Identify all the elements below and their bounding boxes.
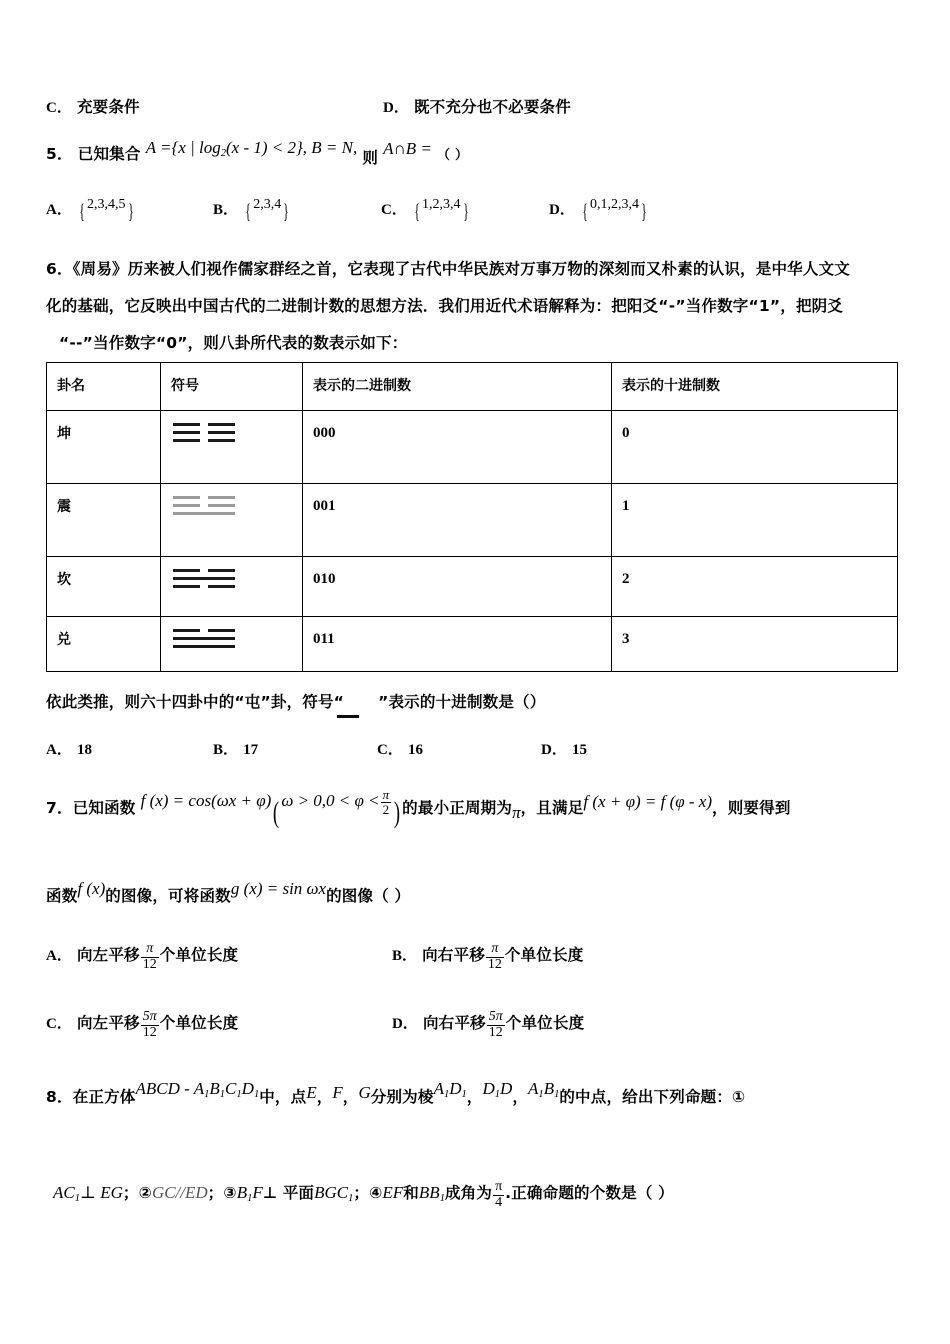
table-cell-name: [47, 617, 161, 672]
q6-option-c: [377, 738, 423, 759]
q5-option-d: [549, 198, 649, 224]
brace-close-icon: }: [641, 198, 647, 223]
q7-option-b-after: 个单位长度: [504, 945, 584, 964]
table-cell-name: [47, 411, 161, 484]
table-row: [47, 617, 898, 672]
q7-stem-c: ，且满足: [520, 798, 584, 817]
q5-stem: [46, 138, 469, 167]
q8-sep5: ；④: [353, 1183, 383, 1202]
table-header-decimal: 表示的十进制数: [622, 378, 720, 394]
table-cell-decimal: [612, 557, 898, 617]
subscript-1: 1: [461, 1088, 467, 1100]
q6-paragraph-line1: [46, 257, 850, 279]
q5-stem-prefix: 已知集合: [77, 145, 141, 163]
q4-option-c: [46, 95, 140, 117]
subscript-1: 1: [348, 1192, 354, 1204]
q7-option-d-letter: D．: [392, 1015, 418, 1032]
q7-option-b-fraction: [486, 942, 504, 972]
frac-denominator: 4: [493, 1195, 504, 1211]
q6-option-a-letter: A．: [46, 742, 72, 758]
q5-option-c-value: 1,2,3,4: [422, 197, 461, 212]
table-cell-binary: [303, 557, 612, 617]
table-cell-decimal: [612, 617, 898, 672]
frac-denominator: 12: [487, 956, 502, 972]
q7-stem-d: ，则要得到: [712, 798, 791, 817]
trigram-line: [173, 504, 235, 507]
q8-prop4-bb-seg: BB: [418, 1182, 440, 1202]
q7-line2-f: f (x): [77, 879, 106, 898]
subscript-1: 1: [554, 1088, 560, 1100]
q7-option-b-letter: B．: [392, 947, 418, 964]
q8-propositions: [53, 1180, 674, 1210]
q8-sep2: ，: [342, 1088, 359, 1106]
q6-option-a-value: 18: [76, 742, 92, 758]
binary-value: 000: [313, 425, 336, 441]
q8-prop1-rest: ⊥ EG: [80, 1182, 123, 1202]
q6-option-d-letter: D．: [541, 742, 567, 758]
subscript-1: 1: [443, 1088, 450, 1100]
table-row: [47, 411, 898, 484]
frac-denominator: 12: [487, 1025, 505, 1041]
q5-set-a-rest: (x - 1) < 2}, B = N,: [226, 138, 358, 157]
q5-option-a-letter: A．: [46, 202, 72, 218]
table-row: [47, 557, 898, 617]
q8-number: 8．: [46, 1088, 73, 1106]
q7-function-definition: f (x) = cos(ωx + φ): [140, 790, 272, 810]
frac-denominator: 12: [142, 956, 157, 972]
table-header-cell-decimal: [612, 363, 898, 411]
table-cell-name: [47, 557, 161, 617]
table-cell-symbol: [161, 617, 303, 672]
trigram-line: [173, 431, 235, 434]
q6-option-d-value: 15: [571, 742, 587, 758]
brace-open-icon: {: [79, 198, 85, 223]
q8-prop4-ef: EF: [382, 1182, 404, 1202]
table-header-row: [47, 363, 898, 411]
table-header-cell-binary: [303, 363, 612, 411]
q4-option-d-letter: D．: [383, 100, 409, 116]
q8-prop1-seg: AC: [53, 1182, 75, 1202]
q7-option-b: [392, 942, 583, 972]
q7-option-a-after: 个单位长度: [159, 945, 239, 964]
q4-option-d-text: 既不充分也不必要条件: [413, 98, 571, 116]
q7-phi-upper-bound: [381, 788, 392, 816]
q6-option-b: [213, 738, 258, 759]
q8-prop3-plane: [314, 1183, 353, 1202]
frac-denominator: 2: [381, 802, 392, 817]
q8-edge-2: $D_1D$: [482, 1079, 513, 1100]
q8-sep-edge2: ，: [512, 1088, 529, 1106]
q7-option-a-letter: A．: [46, 947, 72, 964]
q7-option-c-after: 个单位长度: [159, 1013, 239, 1032]
trigram-symbol-dui: [161, 617, 235, 653]
binary-value: 001: [313, 498, 336, 514]
q4-option-d: [383, 95, 571, 117]
q8-prop3: [237, 1183, 263, 1202]
trigram-line: [173, 629, 235, 632]
q7-period-value: π: [512, 802, 521, 822]
gua-name: 兑: [57, 632, 71, 648]
q5-option-c: [381, 198, 471, 224]
q7-option-a-before: 向左平移: [76, 945, 140, 964]
frac-numerator: 5π: [142, 1009, 157, 1024]
brace-open-icon: {: [582, 198, 588, 223]
q5-then: 则: [362, 149, 379, 167]
q5-option-d-value: 0,1,2,3,4: [590, 197, 640, 212]
table-cell-decimal: [612, 484, 898, 557]
q6-paragraph-line3: “--”当作数字“0”，则八卦所代表的数表示如下：: [59, 334, 408, 352]
q8-edge-3: $A_1B_1$: [528, 1079, 560, 1100]
q7-option-d-fraction: [487, 1010, 505, 1040]
q4-option-c-text: 充要条件: [76, 98, 140, 116]
paren-close-icon: ): [394, 795, 401, 829]
q8-cube-label: ABCD - $A_1B_1C_1D_1$: [135, 1079, 260, 1100]
q7-stem-b: 的最小正周期为: [402, 798, 513, 817]
table-header-binary: 表示的二进制数: [313, 378, 411, 394]
q8-point-f: F: [332, 1083, 343, 1102]
frac-numerator: π: [495, 1179, 503, 1194]
trigram-line: [173, 645, 235, 648]
trigram-line: [173, 585, 235, 588]
q7-line2-c: 的图像（ ）: [326, 887, 411, 905]
paren-open-icon: (: [273, 795, 280, 829]
q4-option-c-letter: C．: [46, 100, 72, 116]
q7-option-a: [46, 942, 238, 972]
q7-option-d-before: 向右平移: [422, 1013, 486, 1032]
q6-option-c-value: 16: [407, 742, 423, 758]
table-cell-symbol: [161, 411, 303, 484]
trigram-line: [173, 496, 235, 499]
decimal-value: 3: [622, 631, 630, 647]
trigram-line: [173, 439, 235, 442]
q7-option-b-before: 向右平移: [422, 945, 485, 964]
table-cell-binary: [303, 411, 612, 484]
table-header-cell-name: [47, 363, 161, 411]
q5-option-b-value: 2,3,4: [253, 197, 282, 212]
q6-followup-after: ”表示的十进制数是（）: [378, 693, 546, 711]
trigram-line: [173, 637, 235, 640]
brace-close-icon: }: [283, 198, 290, 223]
q8-prop3-f: F: [252, 1182, 263, 1202]
trigram-symbol-kan: [161, 557, 235, 593]
q5-option-b-letter: B．: [213, 202, 239, 218]
q5-option-b: [213, 198, 291, 224]
q5-option-c-letter: C．: [381, 202, 407, 218]
q6-option-c-letter: C．: [377, 742, 403, 758]
q5-option-a-value: 2,3,4,5: [87, 197, 126, 212]
subscript-1: 1: [74, 1192, 80, 1204]
q7-line2-a: 函数: [46, 887, 78, 905]
q5-log-base: 2: [220, 147, 226, 159]
q8-stem-a: 在正方体: [72, 1088, 136, 1106]
trigram-line: [173, 569, 235, 572]
table-cell-symbol: [161, 484, 303, 557]
q6-option-b-value: 17: [243, 742, 259, 758]
trigram-table: [46, 362, 898, 672]
q8-prop4-bb: [419, 1183, 445, 1202]
q7-option-c-before: 向左平移: [76, 1013, 140, 1032]
q6-option-d: [541, 738, 587, 759]
table-cell-symbol: [161, 557, 303, 617]
subscript-1: 1: [494, 1088, 501, 1100]
q5-number: 5．: [46, 145, 73, 163]
frac-numerator: π: [382, 787, 390, 802]
q5-set-a: A ={x | log: [145, 138, 221, 157]
q6-followup: [46, 690, 545, 715]
table-header-cell-symbol: [161, 363, 303, 411]
brace-close-icon: }: [462, 198, 469, 223]
decimal-value: 1: [622, 498, 630, 514]
q7-line2-g: g (x) = sin ωx: [230, 879, 327, 898]
table-cell-decimal: [612, 411, 898, 484]
subscript-1: 1: [253, 1088, 260, 1100]
q6-number: 6．: [46, 260, 73, 278]
q7-omega-condition: ω > 0,0 < φ <: [281, 790, 380, 810]
brace-close-icon: }: [127, 198, 134, 223]
q8-prop3-perp: ⊥ 平面: [262, 1183, 315, 1202]
subscript-1: 1: [247, 1192, 253, 1204]
frac-numerator: 5π: [488, 1009, 503, 1024]
q6-option-b-letter: B．: [213, 742, 239, 758]
q7-option-c-fraction: [141, 1010, 159, 1040]
q8-prop3-plane-seg: BGC: [314, 1182, 349, 1202]
q7-option-a-fraction: [141, 942, 159, 972]
subscript-1: 1: [439, 1192, 445, 1204]
q7-functional-equation: f (x + φ) = f (φ - x): [583, 791, 713, 811]
q8-sep3: ；②: [122, 1183, 152, 1202]
binary-value: 011: [313, 631, 335, 647]
q8-sep-edge1: ，: [466, 1088, 483, 1106]
q8-stem-b: 中，点: [259, 1088, 307, 1106]
q8-point-g: G: [358, 1083, 371, 1102]
gua-name: 坎: [57, 572, 71, 588]
q5-answer-paren: （ ）: [437, 148, 469, 163]
q6-paragraph-line2: 化的基础，它反映出中国古代的二进制计数的思想方法．我们用近代术语解释为：把阳爻“-”当作数字“1”，把阴爻: [46, 297, 844, 315]
q7-option-d: [392, 1010, 584, 1040]
binary-value: 010: [313, 571, 336, 587]
q8-stem-d: 的中点，给出下列命题：①: [559, 1088, 746, 1106]
frac-denominator: 12: [141, 1025, 159, 1041]
gua-name: 坤: [57, 426, 71, 442]
q7-stem-line2: [46, 879, 411, 906]
frac-numerator: π: [491, 941, 499, 956]
q7-number: 7．: [46, 798, 73, 817]
q8-angle-fraction: [493, 1180, 504, 1210]
decimal-value: 2: [622, 571, 630, 587]
table-header-name: 卦名: [57, 378, 85, 394]
q5-option-d-letter: D．: [549, 202, 575, 218]
brace-open-icon: {: [245, 198, 251, 223]
q7-option-c-letter: C．: [46, 1015, 72, 1032]
q6-option-a: [46, 738, 92, 759]
table-cell-binary: [303, 484, 612, 557]
q8-prop1: [53, 1183, 123, 1202]
subscript-1: 1: [204, 1088, 210, 1100]
q8-tail: .正确命题的个数是（ ）: [505, 1183, 674, 1202]
q7-stem-line1: [46, 787, 791, 830]
subscript-1: 1: [219, 1088, 226, 1100]
q8-prop3-b: B: [236, 1182, 248, 1202]
q6-text-line1: 《周易》历来被人们视作儒家群经之首，它表现了古代中华民族对万事万物的深刻而又朴素的认识，是中华人文文: [72, 260, 850, 278]
subscript-1: 1: [236, 1088, 242, 1100]
table-cell-name: [47, 484, 161, 557]
gua-name: 震: [57, 499, 71, 515]
trigram-symbol-kun: [161, 411, 235, 447]
q7-option-c: [46, 1010, 238, 1040]
q8-prop4-angle: 成角为: [444, 1183, 493, 1202]
trigram-line: [173, 577, 235, 580]
q8-stem-line1: [46, 1079, 746, 1108]
trigram-line: [173, 512, 235, 515]
brace-open-icon: {: [414, 198, 420, 223]
trigram-line: [173, 423, 235, 426]
q8-prop2: GC//ED: [151, 1182, 208, 1202]
q6-followup-before: 依此类推，则六十四卦中的“屯”卦，符号“: [46, 693, 345, 711]
q8-sep4: ；③: [207, 1183, 237, 1202]
q7-line2-b: 的图像，可将函数: [105, 887, 231, 905]
q7-option-d-after: 个单位长度: [505, 1013, 585, 1032]
q5-option-a: [46, 198, 136, 224]
q5-set-definition: [146, 138, 358, 157]
q7-stem-a: 已知函数: [72, 798, 136, 817]
table-cell-binary: [303, 617, 612, 672]
q8-point-e: E: [306, 1083, 317, 1102]
frac-numerator: π: [146, 941, 154, 956]
q8-stem-c: 分别为棱: [370, 1088, 434, 1106]
table-header-symbol: 符号: [171, 378, 199, 394]
trigram-symbol-zhen: [161, 484, 235, 520]
q8-sep1: ，: [316, 1088, 333, 1106]
q8-prop4-and: 和: [403, 1183, 419, 1202]
table-row: [47, 484, 898, 557]
subscript-1: 1: [538, 1088, 544, 1100]
q5-intersection: A∩B =: [383, 139, 432, 158]
q8-edge-1: $A_1D_1$: [433, 1079, 467, 1100]
decimal-value: 0: [622, 425, 630, 441]
